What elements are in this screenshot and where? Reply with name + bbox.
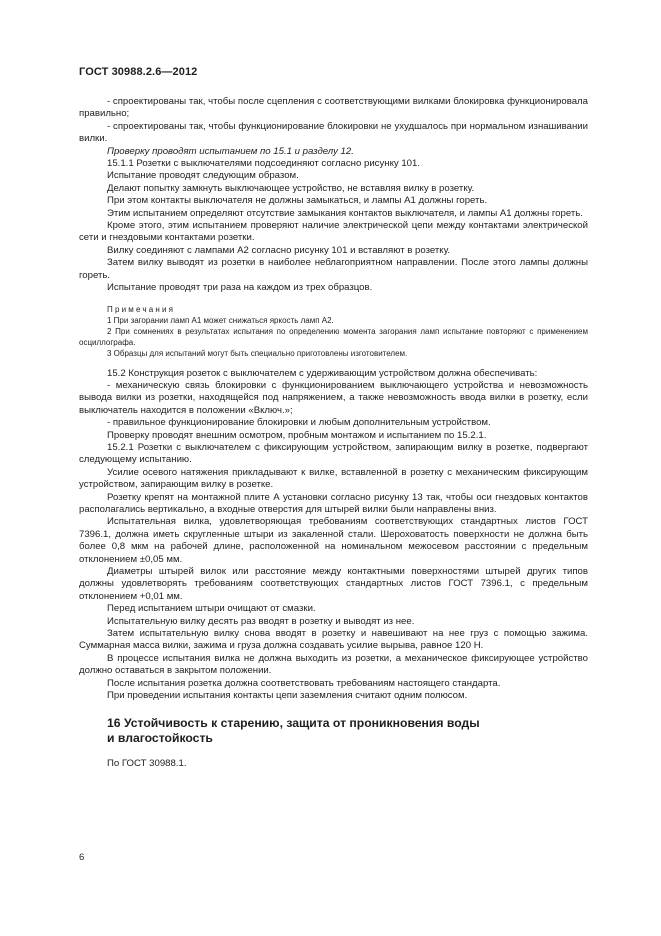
paragraph-diameters: Диаметры штырей вилок или расстояние между контактными поверхностями штырей других типов должны удовлетворять требованиям соответствующих стандартных листов ГОСТ 7396.1, с предельным отклонением +0,01 мм. bbox=[79, 566, 588, 602]
paragraph-8: Этим испытанием определяют отсутствие замыкания контактов выключателя, и лампы А1 должны гореть. bbox=[107, 207, 583, 219]
paragraph-15-2-check: Проверку проводят внешним осмотром, пробным монтажом и испытанием по 15.2.1. bbox=[107, 429, 487, 441]
paragraph-15-2-b: - правильное функционирование блокировки и любым дополнительным устройством. bbox=[107, 417, 491, 429]
paragraph-10: Вилку соединяют с лампами А2 согласно рисунку 101 и вставляют в розетку. bbox=[107, 244, 451, 256]
note-item-3: 3 Образцы для испытаний могут быть специально приготовлены изготовителем. bbox=[107, 348, 408, 358]
section-16-heading-line1: 16 Устойчивость к старению, защита от проникновения воды bbox=[107, 716, 480, 731]
page-number: 6 bbox=[79, 852, 85, 863]
paragraph-15-2-a: - механическую связь блокировки с функционированием выключающего устройства и невозможность вывода вилки из розетки, находящейся под напряжением, а также невозможность ввода вилки в розетку, если выключатель находится в положении «Включ.»; bbox=[79, 379, 588, 416]
document-header: ГОСТ 30988.2.6—2012 bbox=[79, 66, 198, 78]
note-item-1: 1 При загорании ламп А1 может снижаться яркость ламп А2. bbox=[107, 315, 334, 325]
paragraph-12: Испытание проводят три раза на каждом из трех образцов. bbox=[107, 282, 373, 294]
paragraph-grounding: При проведении испытания контакты цепи заземления считают одним полюсом. bbox=[107, 690, 468, 702]
paragraph-15-2: 15.2 Конструкция розеток с выключателем с удерживающим устройством должна обеспечивать: bbox=[107, 367, 538, 379]
paragraph-cleaning: Перед испытанием штыри очищают от смазки. bbox=[107, 603, 316, 615]
section-16-text: По ГОСТ 30988.1. bbox=[107, 758, 187, 770]
paragraph-axial-force: Усилие осевого натяжения прикладывают к вилке, вставленной в розетку с механическим фиксирующим устройством, запирающим вилку в розетке. bbox=[79, 466, 588, 491]
paragraph-2: - спроектированы так, чтобы функционирование блокировки не ухудшалось при нормальном изнашивании вилки. bbox=[79, 120, 588, 145]
paragraph-after-test: После испытания розетка должна соответствовать требованиям настоящего стандарта. bbox=[107, 677, 501, 689]
document-body bbox=[79, 96, 588, 771]
paragraph-9: Кроме этого, этим испытанием проверяют наличие электрической цепи между контактами электрической сети и гнездовыми контактами розетки. bbox=[79, 220, 588, 244]
paragraph-4: 15.1.1 Розетки с выключателями подсоединяют согласно рисунку 101. bbox=[107, 158, 421, 170]
note-item-2: 2 При сомнениях в результатах испытания по определению момента загорания ламп испытание повторяют с применением осциллографа. bbox=[79, 326, 588, 347]
paragraph-1: - спроектированы так, чтобы после сцепления с соответствующими вилками блокировка функционировала правильно; bbox=[79, 96, 588, 120]
paragraph-11: Затем вилку выводят из розетки в наиболее неблагоприятном направлении. После этого лампы должны гореть. bbox=[79, 257, 588, 281]
paragraph-during-test: В процессе испытания вилка не должна выходить из розетки, а механическое фиксирующее устройство должно оставаться в закрытом положении. bbox=[79, 652, 588, 677]
paragraph-7: При этом контакты выключателя не должны замыкаться, и лампы А1 должны гореть. bbox=[107, 195, 488, 207]
paragraph-5: Испытание проводят следующим образом. bbox=[107, 170, 299, 182]
section-16-heading-line2: и влагостойкость bbox=[107, 731, 213, 746]
paragraph-15-2-1: 15.2.1 Розетки с выключателем с фиксирующим устройством, запирающим вилку в розетке, подвергают следующему испытанию. bbox=[79, 441, 588, 466]
paragraph-weight: Затем испытательную вилку снова вводят в розетку и навешивают на нее груз с помощью зажима. Суммарная масса вилки, зажима и груза должна создавать усилие вырыва, равное 120 Н. bbox=[79, 628, 588, 652]
paragraph-3: Проверку проводят испытанием по 15.1 и разделу 12. bbox=[107, 145, 354, 157]
paragraph-test-plug: Испытательная вилка, удовлетворяющая требованиям соответствующих стандартных листов ГОСТ 7396.1, должна иметь скругленные штыри из закаленной стали. Шероховатость поверхности не должна быть более 0,8 мкм на рабочей длине, расположенной на номинальном межосевом расстоянии с предельным отклонением ±0,05 мм. bbox=[79, 516, 588, 565]
notes-title: Примечания bbox=[107, 304, 176, 314]
paragraph-insertions: Испытательную вилку десять раз вводят в розетку и выводят из нее. bbox=[107, 615, 415, 627]
paragraph-mounting: Розетку крепят на монтажной плите А установки согласно рисунку 13 так, чтобы оси гнездовых контактов располагались вертикально, а входные отверстия для штырей вилки были направлены вниз. bbox=[79, 491, 588, 515]
paragraph-6: Делают попытку замкнуть выключающее устройство, не вставляя вилку в розетку. bbox=[107, 182, 475, 194]
